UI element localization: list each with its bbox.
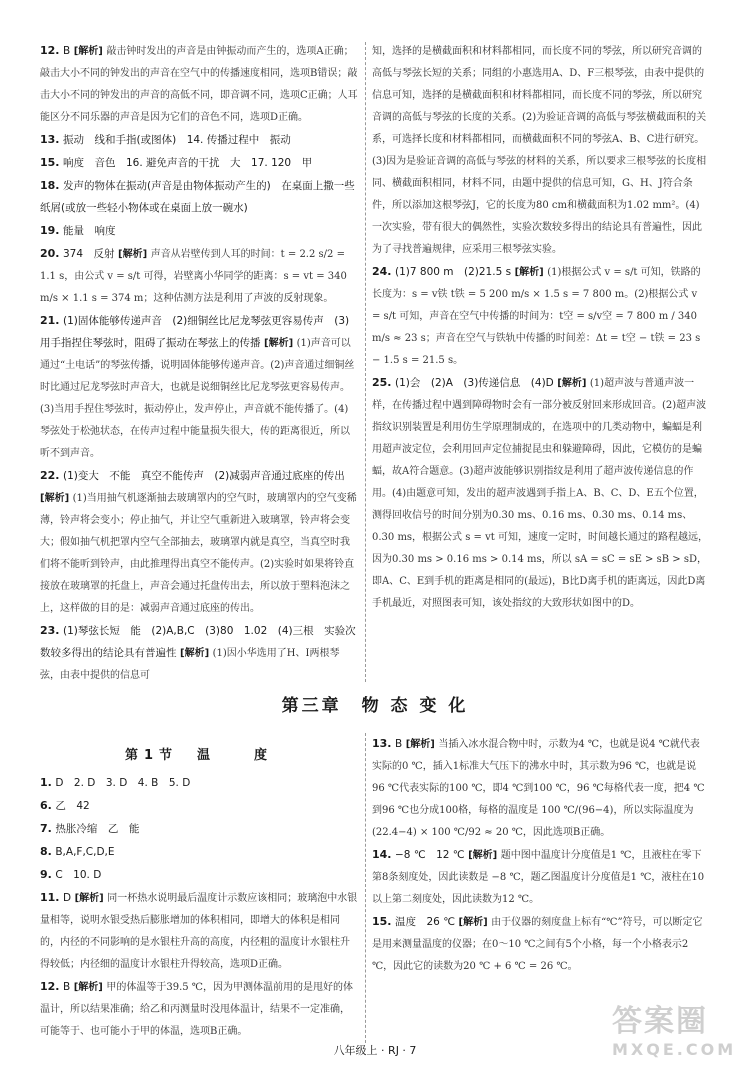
analysis-tag: [解析]	[458, 917, 488, 928]
item-explanation: 由于仪器的刻度盘上标有“℃”符号，可以断定它是用来测量温度的仪器；在0～10 ℃之间有5个小格，每一个小格表示2 ℃，因此它的读数为20 ℃ + 6 ℃ = 26 ℃。	[372, 917, 703, 972]
answer-item	[40, 976, 358, 1042]
answer-item	[372, 261, 708, 371]
item-number: 12.	[40, 980, 60, 993]
analysis-tag: [解析]	[514, 267, 544, 278]
answer-item	[40, 772, 358, 794]
item-answer: 热胀冷缩 乙 能	[55, 823, 140, 835]
item-number: 24.	[372, 265, 392, 278]
item-number: 6.	[40, 799, 52, 812]
item-number: 15.	[40, 156, 60, 169]
item-answer: 能量 响度	[63, 225, 116, 237]
chapter-title: 第三章 物 态 变 化	[281, 696, 469, 716]
item-answer: B	[63, 45, 71, 57]
item-answer: (1)琴弦长短 能 (2)A,B,C (3)80 1.02 (4)三根 实验次数较多得出的结论具有普遍性	[40, 625, 356, 659]
item-answer: 响度 音色 16. 避免声音的干扰 大 17. 120 甲	[63, 157, 313, 169]
answer-item	[40, 818, 358, 840]
answer-item	[372, 911, 708, 977]
item-answer: 乙 42	[55, 800, 90, 812]
item-answer: D 2. D 3. D 4. B 5. D	[55, 777, 191, 789]
analysis-tag: [解析]	[74, 893, 104, 904]
item-answer: −8 ℃ 12 ℃	[395, 849, 465, 861]
answer-item	[40, 887, 358, 975]
answer-item	[40, 841, 358, 863]
item-explanation: 知，选择的是横截面积和材料都相同，而长度不同的琴弦，所以研究音调的高低与琴弦长短的关系；同组的小惠选用A、D、F三根琴弦，由表中提供的信息可知，选择的是横截面积和材料都相同，而长度不同的琴弦，所以研究音调的高低与琴弦的长度的关系。(2)为验证音调的高低与琴弦横截面积的关系，可选择长度和材料都相同，而横截面积不同的琴弦A、B、C进行研究。(3)因为是验证音调的高低与琴弦的材料的关系，所以要求三根琴弦的长度相同、横截面积相同，材料不同，由题中提供的信息可知，G、H、J符合条件，所以添加这根琴弦J，它的长度为80 cm和横截面积为1.02 mm²。(4)一次实验，带有很大的偶然性，实验次数较多得出的结论具有普遍性，因此为了寻找普遍规律，应采用三根琴弦实验。	[372, 46, 707, 255]
item-number: 13.	[372, 737, 392, 750]
analysis-tag: [解析]	[180, 648, 210, 659]
item-number: 18.	[40, 179, 60, 192]
answer-item	[40, 465, 358, 619]
answer-item	[40, 220, 358, 242]
item-number: 19.	[40, 224, 60, 237]
item-answer: (1)7 800 m (2)21.5 s	[395, 266, 512, 278]
item-explanation: 敲击钟时发出的声音是由钟振动而产生的，选项A正确；敲击大小不同的钟发出的声音在空气中的传播速度相同，选项B错误；敲击大小不同的钟发出的声音的高低不同，即音调不同，选项C正确；人耳能区分不同乐器的声音是因为它们的音色不同，选项D正确。	[40, 46, 358, 123]
item-explanation: (1)根据公式 v = s/t 可知，铁路的长度为：s = v铁 t铁 = 5 200 m/s × 1.5 s = 7 800 m。(2)根据公式 v = s/t 可知，声音在空气中传播的时间为：t空 = s/v空 = 7 800 m / 340 m/s ≈ 23 s；声音在空气与铁轨中传播的时间差：Δt = t空 − t铁 = 23 s − 1.5 s = 21.5 s。	[372, 267, 701, 366]
section-title: 第1节 温 度	[124, 748, 274, 763]
answer-item	[40, 129, 358, 151]
item-answer: B	[63, 981, 71, 993]
analysis-tag: [解析]	[73, 46, 103, 57]
answer-item	[40, 864, 358, 886]
answer-item	[40, 620, 358, 686]
answer-item	[372, 733, 708, 843]
analysis-tag: [解析]	[118, 249, 148, 260]
answer-item	[40, 795, 358, 817]
watermark-line2: MXQE.COM	[612, 1040, 737, 1059]
item-answer: C 10. D	[55, 869, 102, 881]
item-answer: (1)会 (2)A (3)传递信息 (4)D	[395, 377, 554, 389]
item-number: 13.	[40, 133, 60, 146]
item-explanation: (1)超声波与普通声波一样，在传播过程中遇到障碍物时会有一部分被反射回来形成回音。(2)超声波指纹识别装置是利用仿生学原理制成的，在选项中的几类动物中，蝙蝠是利用超声波定位，会利用回声定位捕捉昆虫和躲避障碍，因此，它模仿的是蝙蝠，故A符合题意。(3)超声波能够识别指纹是利用了超声波传递信息的作用。(4)由题意可知，发出的超声波遇到手指上A、B、C、D、E五个位置，测得回收信号的时间分别为0.30 ms、0.16 ms、0.30 ms、0.14 ms、0.30 ms，根据公式 s = vt 可知，速度一定时，时间越长通过的路程越远，因为0.30 ms > 0.16 ms > 0.14 ms，所以 sA = sC = sE > sB > sD，即A、C、E到手机的距离是相同的(最远)，B比D离手机的距离远，因此D离手机最近，对照图表可知，该处指纹的大致形状如图中的D。	[372, 378, 708, 609]
item-number: 12.	[40, 44, 60, 57]
item-number: 1.	[40, 776, 52, 789]
item-answer: B	[395, 738, 403, 750]
analysis-tag: [解析]	[557, 378, 587, 389]
right-column-bottom	[372, 733, 708, 978]
answer-item	[372, 844, 708, 910]
answer-item	[372, 372, 708, 614]
item-explanation: (1)声音可以通过“土电话”的琴弦传播，说明固体能够传递声音。(2)声音通过细铜丝时比通过尼龙琴弦时声音大，也就是说细铜丝比尼龙琴弦更容易传声。(3)当用手捏住琴弦时，振动停止，发声停止，声音就不能传播了。(4)琴弦处于松弛状态，在传声过程中能量损失很大，传的距离很近，所以听不到声音。	[40, 338, 355, 459]
watermark-line1: 答案圈	[612, 1004, 708, 1039]
item-number: 9.	[40, 868, 52, 881]
analysis-tag: [解析]	[468, 850, 498, 861]
item-explanation: (1)当用抽气机逐渐抽去玻璃罩内的空气时，玻璃罩内的空气变稀薄，铃声将会变小；停止抽气，并让空气重新进入玻璃罩，铃声将会变大；假如抽气机把罩内空气全部抽去，玻璃罩内就是真空，当真空时我们将不能听到铃声，由此推理得出真空不能传声。(2)实验时如果将铃直接放在玻璃罩的托盘上，声音会通过托盘传出去，所以放于塑料泡沫之上，这样做的目的是：减弱声音通过底座的传出。	[40, 493, 357, 614]
item-explanation: 题中图中温度计分度值是1 ℃，且液柱在零下第8条刻度处，因此读数是 −8 ℃，题乙图温度计分度值是1 ℃，液柱在10以上第二刻度处，因此读数为12 ℃。	[372, 850, 705, 905]
item-answer: 374 反射	[63, 248, 115, 260]
analysis-tag: [解析]	[40, 493, 70, 504]
watermark-logo	[612, 1005, 742, 1065]
analysis-tag: [解析]	[405, 739, 435, 750]
item-number: 14.	[372, 848, 392, 861]
item-number: 11.	[40, 891, 60, 904]
right-column-top	[372, 40, 708, 615]
answer-item	[372, 40, 708, 260]
item-number: 7.	[40, 822, 52, 835]
item-answer: 振动 线和手指(或图体) 14. 传播过程中 振动	[63, 134, 291, 146]
item-number: 15.	[372, 915, 392, 928]
page-footer: 八年级上 · RJ · 7	[333, 1044, 417, 1057]
analysis-tag: [解析]	[264, 338, 294, 349]
item-explanation: 同一杯热水说明最后温度计示数应该相同；玻璃泡中水银量相等，说明水银受热后膨胀增加的体积相同，即增大的体积是相同的，内径的不同影响的是水银柱升高的高度，内径粗的温度计水银柱升得较低；内径细的温度计水银柱升得较高，选项D正确。	[40, 893, 358, 970]
answer-item	[40, 243, 358, 309]
left-column-top	[40, 40, 358, 687]
item-number: 20.	[40, 247, 60, 260]
item-number: 22.	[40, 469, 60, 482]
item-explanation: 声音从岩壁传到人耳的时间：t = 2.2 s/2 = 1.1 s，由公式 v = s/t 可得，岩壁离小华同学的距离：s = vt = 340 m/s × 1.1 s = 374 m；这种估测方法是利用了声波的反射现象。	[40, 249, 347, 304]
item-answer: D	[63, 892, 72, 904]
answer-item	[40, 40, 358, 128]
item-number: 21.	[40, 314, 60, 327]
answer-item	[40, 152, 358, 174]
item-number: 23.	[40, 624, 60, 637]
item-number: 25.	[372, 376, 392, 389]
item-explanation: 当插入冰水混合物中时，示数为4 ℃，也就是说4 ℃就代表实际的0 ℃，插入1标准大气压下的沸水中时，其示数为96 ℃，也就是说96 ℃代表实际的100 ℃，即4 ℃到100 ℃，96 ℃每格代表一度，把4 ℃到96 ℃也分成100格，每格的温度是 100 ℃/(96−4)，所以实际温度为(22.4−4) × 100 ℃/92 ≈ 20 ℃，因此选项B正确。	[372, 739, 705, 838]
item-answer: 发声的物体在振动(声音是由物体振动产生的) 在桌面上撒一些纸屑(或放一些轻小物体或在桌面上放一碗水)	[40, 180, 355, 214]
analysis-tag: [解析]	[73, 982, 103, 993]
item-answer: 温度 26 ℃	[395, 916, 455, 928]
item-explanation: (1)因小华选用了H、I两根琴弦，由表中提供的信息可	[40, 648, 340, 681]
answer-item	[40, 310, 358, 464]
left-column-bottom	[40, 772, 358, 1043]
item-answer: (1)变大 不能 真空不能传声 (2)减弱声音通过底座的传出	[63, 470, 345, 482]
answer-item	[40, 175, 358, 219]
column-divider-bottom	[365, 733, 366, 1043]
item-number: 8.	[40, 845, 52, 858]
item-answer: (1)固体能够传递声音 (2)细铜丝比尼龙琴弦更容易传声 (3)用手指捏住琴弦时，阻碍了振动在琴弦上的传播	[40, 315, 350, 349]
item-explanation: 甲的体温等于39.5 ℃，因为甲测体温前用的是甩好的体温计，所以结果准确；给乙和丙测量时没甩体温计，结果不一定准确，可能等于、也可能小于甲的体温，选项B正确。	[40, 982, 353, 1037]
column-divider-top	[365, 42, 366, 682]
item-answer: B,A,F,C,D,E	[55, 846, 115, 858]
